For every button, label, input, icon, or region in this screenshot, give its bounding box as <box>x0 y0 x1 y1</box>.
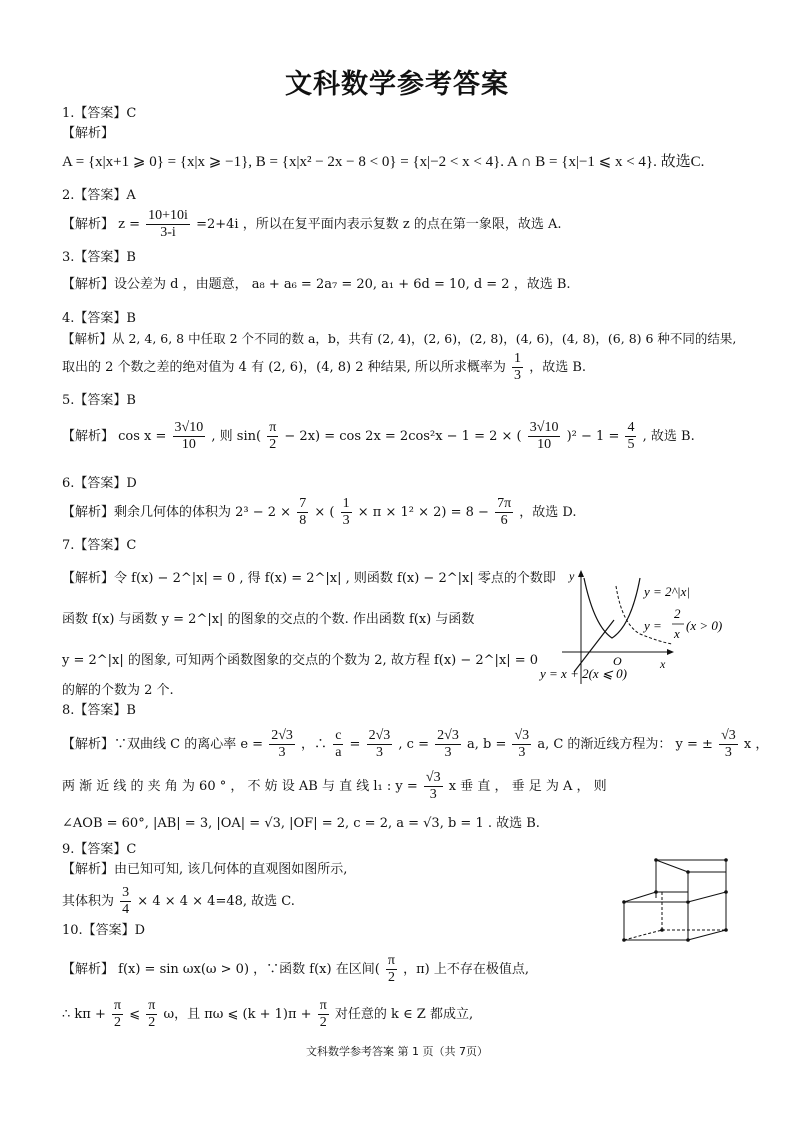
q7-answer: 7.【答案】C <box>62 538 137 553</box>
q9-line2-post: × 4 × 4 × 4=48, 故选 C. <box>137 894 295 909</box>
q8-line1-pre: 【解析】∵双曲线 C 的离心率 e = <box>62 737 264 752</box>
q2-solution <box>62 208 561 241</box>
q8-n2: c <box>335 728 342 743</box>
q2-answer: 2.【答案】A <box>62 188 136 203</box>
q2-pre: 【解析】 z = <box>62 217 141 232</box>
q8-frac7 <box>424 770 443 803</box>
q10-d1: 2 <box>387 970 395 985</box>
q10-frac4 <box>318 998 329 1031</box>
q1-body: A = {x|x+1 ⩾ 0} = {x|x ⩾ −1}, B = {x|x² − 2x − 8 < 0} = {x|−2 < x < 4}. A ∩ B = {x|−1 ⩽ x < 4}. 故选C. <box>62 154 705 170</box>
page-footer: 文科数学参考答案 第 1 页（共 7页） <box>306 1045 488 1058</box>
q10-n3: π <box>148 998 156 1013</box>
q10-line2-pre: ∴ kπ + <box>62 1007 106 1022</box>
q7-line4: 的解的个数为 2 个. <box>62 683 174 698</box>
q9-line1: 【解析】由已知可知, 该几何体的直观图如图所示, <box>62 862 348 877</box>
q8-d1: 3 <box>278 745 286 760</box>
q9-num: 3 <box>122 885 130 900</box>
q7-curve-exp <box>584 578 640 638</box>
q10-line1 <box>62 953 529 986</box>
q8-mid1: ，∴ <box>301 737 328 752</box>
q4-line2 <box>62 351 586 384</box>
q1-label: 【解析】 <box>62 126 115 141</box>
q8-d4: 3 <box>444 745 452 760</box>
q7-label-rec-pre: y = <box>644 618 662 633</box>
q2-post: =2+4i ，所以在复平面内表示复数 z 的点在第一象限，故选 A. <box>196 217 562 232</box>
q3-body: 【解析】设公差为 d ，由题意， a₈ + a₆ = 2a₇ = 20, a₁ + 6d = 10, d = 2 ，故选 B. <box>62 277 571 292</box>
q7-graph <box>534 564 740 686</box>
q10-n1: π <box>387 953 395 968</box>
q6-frac2 <box>341 496 352 529</box>
q9-solid-figure <box>618 852 736 944</box>
q7-y-arrow <box>578 570 584 577</box>
q7-line3: y = 2^|x| 的图象, 可知两个函数图象的交点的个数为 2, 故方程 f(x) − 2^|x| = 0 <box>62 653 539 668</box>
q5-mid3: )² − 1 = <box>566 429 620 444</box>
q8-line1 <box>62 728 768 761</box>
q8-answer: 8.【答案】B <box>62 703 136 718</box>
q10-n4: π <box>319 998 327 1013</box>
q6-solution <box>62 496 577 529</box>
q8-d3: 3 <box>375 745 383 760</box>
q5-mid: , 则 sin( <box>211 429 262 444</box>
q5-den4: 5 <box>627 437 635 452</box>
q7-line1: 【解析】令 f(x) − 2^|x| = 0 , 得 f(x) = 2^|x| , 则函数 f(x) − 2^|x| 零点的个数即 <box>62 571 556 586</box>
q8-frac2 <box>333 728 343 761</box>
q2-num: 10+10i <box>148 208 188 223</box>
q6-frac1 <box>297 496 308 529</box>
q8-d7: 3 <box>429 787 437 802</box>
q10-d4: 2 <box>319 1015 327 1030</box>
q7-label-rec-post: (x > 0) <box>686 618 723 633</box>
q8-line2-pre: 两 渐 近 线 的 夹 角 为 60 ° ， 不 妨 设 AB 与 直 线 l₁ : y = <box>62 779 418 794</box>
q10-frac2 <box>112 998 123 1031</box>
q6-den2: 3 <box>342 513 350 528</box>
q7-line2: 函数 f(x) 与函数 y = 2^|x| 的图象的交点的个数. 作出函数 f(x) 与函数 <box>62 612 475 627</box>
q8-frac4 <box>435 728 461 761</box>
q9-line2 <box>62 885 295 918</box>
q10-frac3 <box>146 998 157 1031</box>
q7-label-line: y = x + 2(x ⩽ 0) <box>540 666 627 681</box>
q10-d2: 2 <box>114 1015 122 1030</box>
q8-n1: 2√3 <box>271 728 293 743</box>
q2-den: 3-i <box>160 225 176 240</box>
q8-post1: x ， <box>743 737 769 752</box>
q10-frac1 <box>386 953 397 986</box>
q10-answer: 10.【答案】D <box>62 923 146 938</box>
q5-num2: π <box>269 420 277 435</box>
q5-num4: 4 <box>627 420 635 435</box>
q6-frac3 <box>495 496 513 529</box>
q4-num: 1 <box>514 351 522 366</box>
q7-label-rec-num: 2 <box>674 606 681 621</box>
q6-answer: 6.【答案】D <box>62 476 137 491</box>
q6-num2: 1 <box>342 496 350 511</box>
q5-mid2: − 2x) = cos 2x = 2cos²x − 1 = 2 × ( <box>284 429 522 444</box>
q9-line2-pre: 其体积为 <box>62 894 115 909</box>
q7-y-label: y <box>569 569 575 583</box>
q7-x-arrow <box>667 649 674 655</box>
q8-line2 <box>62 770 607 803</box>
q10-line1-pre: 【解析】 f(x) = sin ωx(ω > 0) ，∵函数 f(x) 在区间( <box>62 962 380 977</box>
q8-frac3 <box>367 728 393 761</box>
q4-line2-post: ，故选 B. <box>529 360 587 375</box>
q6-mid2: × π × 1² × 2) = 8 − <box>357 505 489 520</box>
q6-num3: 7π <box>497 496 512 511</box>
q6-den3: 6 <box>500 513 508 528</box>
q7-x-label: x <box>660 657 666 671</box>
q3-answer: 3.【答案】B <box>62 250 136 265</box>
q7-label-exp: y = 2^|x| <box>644 584 690 599</box>
q5-pre: 【解析】 cos x = <box>62 429 167 444</box>
q5-post: , 故选 B. <box>642 429 695 444</box>
q10-n2: π <box>114 998 122 1013</box>
q9-den: 4 <box>122 902 130 917</box>
q1-answer: 1.【答案】C <box>62 106 137 121</box>
q10-mid3: ω，且 πω ⩽ (k + 1)π + <box>163 1007 312 1022</box>
q7-label-rec-den: x <box>674 626 680 641</box>
q8-n6: √3 <box>721 728 736 743</box>
page-title: 文科数学参考答案 <box>285 69 509 100</box>
q8-mid5: a, C 的渐近线方程为： y = ± <box>537 737 713 752</box>
q8-n5: √3 <box>514 728 530 743</box>
q4-fraction <box>512 351 523 384</box>
q5-answer: 5.【答案】B <box>62 393 136 408</box>
q5-solution <box>62 420 695 453</box>
q8-d5: 3 <box>518 745 526 760</box>
q10-line2-post: 对任意的 k ∈ Z 都成立, <box>334 1007 474 1022</box>
q8-mid4: a, b = <box>466 737 507 752</box>
q5-num1: 3√10 <box>174 420 204 435</box>
q7-origin-label: O <box>613 654 622 668</box>
q5-frac3 <box>528 420 561 453</box>
q9-answer: 9.【答案】C <box>62 842 137 857</box>
q8-frac1 <box>269 728 295 761</box>
q5-den3: 10 <box>537 437 552 452</box>
q4-den: 3 <box>514 368 522 383</box>
q6-num1: 7 <box>299 496 307 511</box>
q8-line2-post: x 垂 直 ， 垂 足 为 A ， 则 <box>448 779 607 794</box>
q9-fraction <box>120 885 131 918</box>
q8-frac6 <box>719 728 738 761</box>
q4-answer: 4.【答案】B <box>62 311 136 326</box>
q8-frac5 <box>512 728 531 761</box>
q5-den2: 2 <box>269 437 277 452</box>
q8-n7: √3 <box>425 770 441 785</box>
q6-pre: 【解析】剩余几何体的体积为 2³ − 2 × <box>62 505 292 520</box>
q8-d6: 3 <box>724 745 732 760</box>
q6-post: ，故选 D. <box>519 505 577 520</box>
q6-mid: × ( <box>314 505 335 520</box>
q6-den1: 8 <box>299 513 307 528</box>
q2-fraction <box>146 208 190 241</box>
q10-mid2: ⩽ <box>129 1007 141 1022</box>
q5-num3: 3√10 <box>529 420 559 435</box>
q8-line3: ∠AOB = 60°, |AB| = 3, |OA| = √3, |OF| = 2, c = 2, a = √3, b = 1 . 故选 B. <box>62 816 540 831</box>
q5-den1: 10 <box>181 437 196 452</box>
q10-line2 <box>62 998 473 1031</box>
q7-line-seg <box>574 620 614 672</box>
q10-line1-post: ，π) 上不存在极值点, <box>403 962 530 977</box>
q4-line1: 【解析】从 2, 4, 6, 8 中任取 2 个不同的数 a，b，共有 (2, 4)，(2, 6)，(2, 8)，(4, 6)，(4, 8)，(6, 8) 6 种不同的结果, <box>62 331 737 346</box>
q10-d3: 2 <box>148 1015 156 1030</box>
q8-n3: 2√3 <box>368 728 391 743</box>
q8-n4: 2√3 <box>437 728 459 743</box>
q5-frac1 <box>173 420 206 453</box>
q8-d2: a <box>335 745 342 760</box>
q5-frac2 <box>267 420 278 453</box>
q4-line2-pre: 取出的 2 个数之差的绝对值为 4 有 (2, 6)，(4, 8) 2 种结果, 所以所求概率为 <box>62 360 506 375</box>
q8-mid3: , c = <box>398 737 429 752</box>
q8-mid2: = <box>349 737 361 752</box>
q5-frac4 <box>625 420 636 453</box>
